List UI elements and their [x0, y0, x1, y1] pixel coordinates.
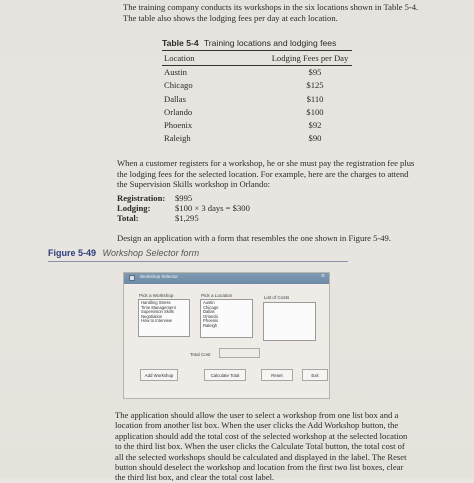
- exit-button[interactable]: Exit: [302, 369, 328, 381]
- table-caption: Training locations and lodging fees: [203, 38, 337, 48]
- location-listbox[interactable]: [200, 299, 253, 338]
- intro-line-2: The table also shows the lodging fees per day at each location.: [123, 13, 338, 23]
- location-cell: Austin: [164, 67, 187, 77]
- charges-example: [117, 193, 250, 223]
- location-cell: Chicago: [164, 80, 193, 91]
- charge-label: Registration:: [117, 193, 166, 203]
- fee-cell: $125: [306, 80, 324, 91]
- location-cell: Orlando: [164, 106, 193, 117]
- form-title: Workshop Selector: [140, 274, 178, 279]
- list-item[interactable]: Chicago: [203, 304, 219, 310]
- charge-row: [117, 203, 250, 213]
- list-item[interactable]: How to Interview: [141, 318, 172, 324]
- workshop-listbox[interactable]: [138, 299, 190, 337]
- table-row: [162, 119, 352, 132]
- table-row: [162, 132, 352, 145]
- table-row: [162, 106, 352, 119]
- figure-number: Figure 5-49: [48, 248, 97, 258]
- list-item[interactable]: Dallas: [203, 309, 215, 315]
- list-item[interactable]: Phoenix: [203, 318, 219, 324]
- total-cost-output: [219, 348, 260, 358]
- form-titlebar: [124, 273, 329, 284]
- location-cell: Raleigh: [164, 133, 191, 144]
- calculate-total-button[interactable]: Calculate Total: [204, 369, 246, 381]
- table-row: [162, 93, 352, 106]
- charge-label: Total:: [117, 213, 139, 223]
- table-title: [162, 38, 352, 48]
- figure-title: [48, 248, 199, 258]
- location-cell: Dallas: [164, 93, 186, 104]
- list-item[interactable]: Supervision Skills: [141, 309, 174, 315]
- col-fee-header: Lodging Fees per Day: [271, 53, 349, 63]
- location-cell: Phoenix: [164, 120, 193, 131]
- charge-value: $995: [175, 193, 193, 203]
- table-row: [162, 79, 352, 92]
- close-icon[interactable]: ×: [320, 273, 325, 280]
- charge-row: [117, 213, 250, 223]
- col-location-header: Location: [164, 53, 195, 63]
- figure-caption: Workshop Selector form: [102, 248, 200, 258]
- list-item[interactable]: Handling Stress: [141, 300, 171, 305]
- table-header: [162, 51, 352, 66]
- registration-paragraph: When a customer registers for a workshop, he or she must pay the registration fee plus the lodging fees for the selected location. For example, here are the charges to attend the Supervision Skills workshop in Orlando:: [117, 158, 415, 189]
- fee-cell: $92: [308, 120, 322, 131]
- list-item[interactable]: Time Management: [141, 304, 176, 310]
- intro-paragraph: [123, 2, 453, 24]
- design-instruction: Design an application with a form that resembles the one shown in Figure 5-49.: [117, 233, 391, 243]
- fee-cell: $90: [308, 133, 322, 144]
- list-item[interactable]: Orlando: [203, 313, 218, 319]
- costs-label: List of Costs: [264, 295, 290, 300]
- intro-line-1: The training company conducts its workshops in the six locations shown in Table 5-4.: [123, 2, 419, 12]
- workshop-label: Pick a Workshop: [139, 293, 174, 298]
- list-item[interactable]: Negotiation: [141, 313, 163, 319]
- list-item[interactable]: Austin: [203, 300, 215, 305]
- charge-label: Lodging:: [117, 203, 151, 213]
- fee-cell: $100: [306, 106, 324, 117]
- costs-listbox[interactable]: [263, 302, 316, 341]
- charge-value: $1,295: [175, 213, 199, 223]
- charge-row: [117, 193, 250, 203]
- table-number: Table 5-4: [162, 38, 199, 48]
- figure-rule: [48, 261, 348, 262]
- add-workshop-button[interactable]: Add Workshop: [140, 369, 178, 381]
- location-label: Pick a Location: [201, 293, 233, 298]
- list-item[interactable]: Raleigh: [203, 322, 218, 328]
- requirements-paragraph: The application should allow the user to select a workshop from one list box and a location from another list box. When the user clicks the Add Workshop button, the application should add the total cost of the selected workshop at the selected location to the third list box. When the user clicks the Calculate Total button, the total cost of all the selected workshops should be calculated and displayed in the label. The Reset button should deselect the workshop and location from the first two list boxes, clear the third list box, and clear the total cost label.: [115, 410, 408, 483]
- total-cost-label: Total Cost: [190, 352, 211, 357]
- fee-cell: $110: [306, 93, 324, 104]
- charge-value: $100 × 3 days = $300: [175, 203, 250, 213]
- table-row: [162, 66, 352, 79]
- workshop-selector-form: [123, 272, 330, 399]
- fee-cell: $95: [308, 67, 322, 77]
- lodging-table: [162, 38, 352, 146]
- form-app-icon: [129, 275, 135, 281]
- reset-button[interactable]: Reset: [261, 369, 293, 381]
